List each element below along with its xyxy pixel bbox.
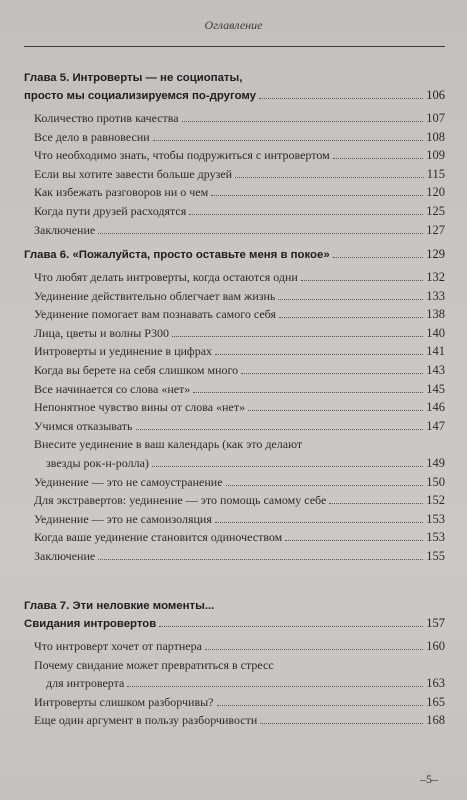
- toc-entry[interactable]: [34, 528, 445, 547]
- leader-dots: [152, 466, 423, 467]
- leader-dots: [159, 626, 423, 627]
- leader-dots: [259, 98, 423, 99]
- toc-entry[interactable]: [34, 380, 445, 399]
- entry-title: Заключение: [34, 548, 96, 563]
- entry-title: Уединение помогает вам познавать самого себя: [34, 307, 276, 322]
- leader-dots: [98, 559, 423, 560]
- toc-chapter-section: [24, 70, 445, 239]
- leader-dots: [172, 336, 423, 337]
- leader-dots: [333, 257, 424, 258]
- entry-title: Уединение действительно облегчает вам жизнь: [34, 288, 276, 303]
- entry-title: Интроверты слишком разборчивы?: [34, 694, 214, 709]
- entry-page-number: 141: [426, 344, 445, 359]
- entry-page-number: 153: [426, 530, 445, 545]
- toc-entry[interactable]: [34, 342, 445, 361]
- entry-title: Внесите уединение в ваш календарь (как это делают: [34, 437, 303, 452]
- entry-page-number: 140: [426, 325, 445, 340]
- entry-page-number: 133: [426, 288, 445, 303]
- toc-entry[interactable]: [34, 473, 445, 492]
- chapter-page-number: 129: [426, 247, 445, 261]
- entry-title: Когда пути друзей расходятся: [34, 203, 187, 218]
- entry-page-number: 163: [426, 676, 445, 691]
- entry-page-number: 108: [426, 129, 445, 144]
- entry-title: Если вы хотите завести больше друзей: [34, 166, 233, 181]
- leader-dots: [127, 686, 423, 687]
- toc-entry[interactable]: [34, 287, 445, 306]
- leader-dots: [153, 140, 424, 141]
- entry-page-number: 143: [426, 362, 445, 377]
- entry-page-number: 120: [426, 185, 445, 200]
- entry-page-number: 165: [426, 694, 445, 709]
- toc-entry[interactable]: [34, 361, 445, 380]
- leader-dots: [285, 540, 423, 541]
- toc-entry[interactable]: [34, 398, 445, 417]
- entry-title: Для экстравертов: уединение — это помощь самому себе: [34, 493, 327, 508]
- leader-dots: [301, 280, 423, 281]
- entry-page-number: 115: [426, 166, 445, 181]
- entry-title: Почему свидание может превратиться в стресс: [34, 657, 274, 672]
- leader-dots: [136, 429, 424, 430]
- entry-page-number: 160: [426, 639, 445, 653]
- toc-entry[interactable]: [34, 491, 445, 510]
- entry-page-number: 127: [426, 222, 445, 237]
- chapter-page-number: 106: [426, 88, 445, 102]
- entry-title: Уединение — это не самоизоляция: [34, 511, 212, 526]
- entry-title: Когда ваше уединение становится одиночеством: [34, 530, 283, 545]
- leader-dots: [235, 177, 424, 178]
- toc-entry[interactable]: [34, 109, 445, 128]
- leader-dots: [279, 317, 423, 318]
- toc-entry[interactable]: [34, 165, 445, 184]
- entry-page-number: 147: [426, 418, 445, 433]
- chapter-heading[interactable]: [24, 246, 445, 264]
- entry-page-number: 152: [426, 493, 445, 508]
- toc-entry[interactable]: [34, 637, 445, 656]
- entry-title: Интроверты и уединение в цифрах: [34, 344, 213, 359]
- leader-dots: [241, 373, 423, 374]
- entry-title: Все дело в равновесии: [34, 129, 150, 144]
- entry-title: Когда вы берете на себя слишком много: [34, 362, 239, 377]
- entry-page-number: 109: [426, 148, 445, 163]
- toc-entry[interactable]: [34, 417, 445, 436]
- toc-entry[interactable]: [34, 547, 445, 566]
- leader-dots: [278, 299, 423, 300]
- leader-dots: [226, 485, 424, 486]
- leader-dots: [205, 649, 423, 650]
- leader-dots: [182, 121, 424, 122]
- toc-entry[interactable]: [34, 510, 445, 529]
- toc-entry[interactable]: [34, 435, 445, 472]
- toc-chapter-section: [24, 246, 445, 566]
- toc-chapter-section: [24, 598, 445, 730]
- entry-page-number: 150: [426, 474, 445, 489]
- entry-page-number: 125: [426, 203, 445, 218]
- leader-dots: [333, 158, 424, 159]
- entry-page-number: 155: [426, 548, 445, 563]
- leader-dots: [98, 233, 423, 234]
- running-header: Оглавление: [204, 18, 263, 32]
- entry-title: Как избежать разговоров ни о чем: [34, 185, 209, 200]
- chapter-heading[interactable]: [24, 598, 445, 633]
- entry-page-number: 168: [426, 713, 445, 728]
- leader-dots: [217, 705, 424, 706]
- page-number: –5–: [420, 772, 438, 786]
- leader-dots: [248, 410, 423, 411]
- chapter-page-number: 157: [426, 616, 445, 630]
- chapter-title-line: просто мы социализируемся по-другому: [24, 90, 256, 102]
- toc-entry[interactable]: [34, 324, 445, 343]
- entry-page-number: 107: [426, 111, 445, 125]
- entry-title: Что интроверт хочет от партнера: [34, 639, 202, 653]
- leader-dots: [211, 195, 423, 196]
- chapter-heading[interactable]: [24, 70, 445, 105]
- entry-page-number: 132: [426, 270, 445, 284]
- leader-dots: [215, 354, 423, 355]
- entry-title: Непонятное чувство вины от слова «нет»: [34, 400, 246, 415]
- entry-page-number: 145: [426, 381, 445, 396]
- entry-title: Заключение: [34, 222, 96, 237]
- entry-page-number: 138: [426, 307, 445, 322]
- entry-title: Количество против качества: [34, 111, 179, 125]
- toc-entry[interactable]: [34, 202, 445, 221]
- entry-title: Что необходимо знать, чтобы подружиться с интровертом: [34, 148, 330, 163]
- entry-page-number: 146: [426, 400, 445, 415]
- leader-dots: [329, 503, 423, 504]
- leader-dots: [260, 723, 423, 724]
- toc-entry[interactable]: [34, 305, 445, 324]
- toc-entry[interactable]: [34, 183, 445, 202]
- entry-title: Еще один аргумент в пользу разборчивости: [34, 713, 258, 728]
- leader-dots: [215, 522, 423, 523]
- chapter-title-line: Свидания интровертов: [24, 618, 157, 630]
- toc-entry[interactable]: [34, 221, 445, 240]
- entry-title: Что любят делать интроверты, когда остаются одни: [34, 270, 298, 284]
- entry-page-number: 153: [426, 511, 445, 526]
- toc-entry[interactable]: [34, 268, 445, 287]
- toc-entry[interactable]: [34, 693, 445, 712]
- chapter-title-line: Глава 5. Интроверты — не социопаты,: [24, 72, 243, 84]
- entry-page-number: 149: [426, 455, 445, 470]
- leader-dots: [189, 214, 423, 215]
- toc-entry[interactable]: [34, 128, 445, 147]
- entry-title: для интроверта: [46, 676, 125, 691]
- entry-title: Учимся отказывать: [34, 418, 133, 433]
- toc-entry[interactable]: [34, 711, 445, 730]
- toc-entry[interactable]: [34, 656, 445, 693]
- entry-title: Все начинается со слова «нет»: [34, 381, 191, 396]
- entry-title: звезды рок-н-ролла): [46, 455, 149, 470]
- leader-dots: [193, 392, 423, 393]
- toc-entry[interactable]: [34, 146, 445, 165]
- entry-title: Уединение — это не самоустранение: [34, 474, 223, 489]
- chapter-title-line: Глава 7. Эти неловкие моменты...: [24, 600, 215, 612]
- chapter-title-line: Глава 6. «Пожалуйста, просто оставьте меня в покое»: [24, 249, 330, 261]
- header-rule: [24, 46, 445, 47]
- entry-title: Лица, цветы и волны Р300: [34, 325, 169, 340]
